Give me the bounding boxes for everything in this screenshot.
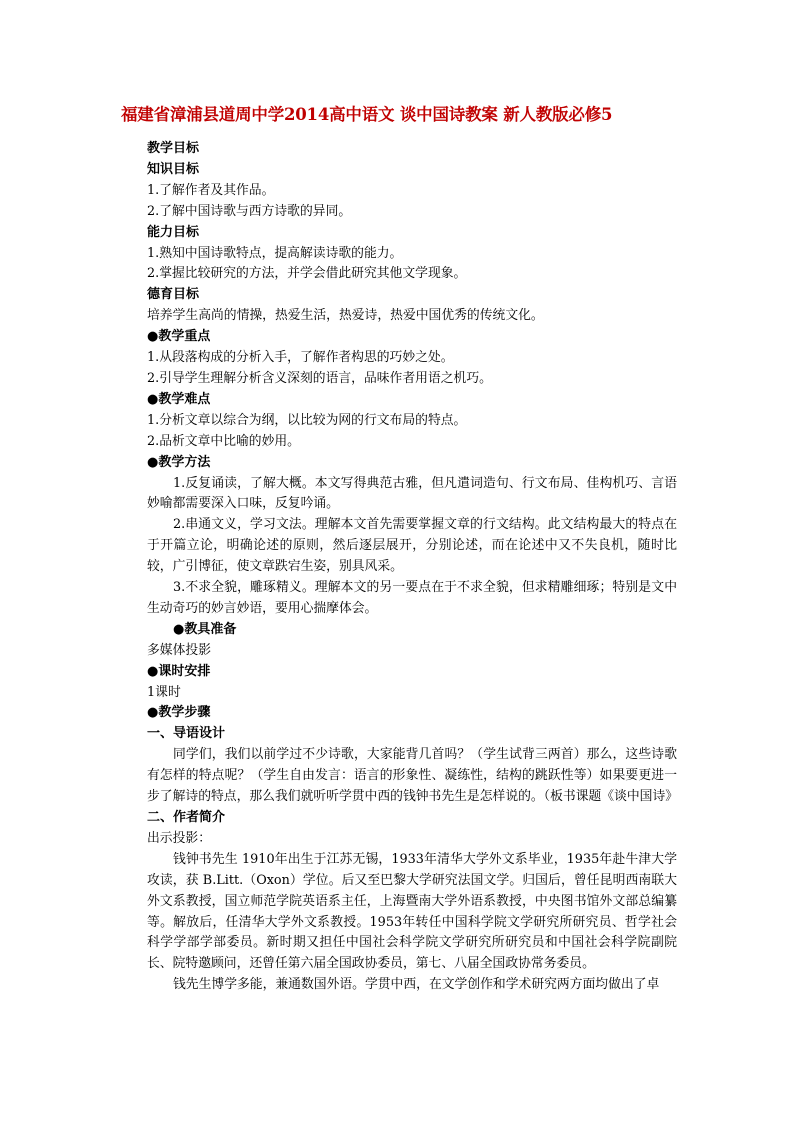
difficulty-1: 1.分析文章以综合为纲，以比较为网的行文布局的特点。 [147,412,467,428]
difficulty-2: 2.品析文章中比喻的妙用。 [147,433,300,449]
moral-item-1: 培养学生高尚的情操，热爱生活，热爱诗，热爱中国优秀的传统文化。 [147,308,544,324]
heading-key-points: ●教学重点 [147,329,211,345]
intro-paragraph: 同学们，我们以前学过不少诗歌，大家能背几首吗？（学生试背三两首）那么，这些诗歌有怎样的特点呢？（学生自由发言：语言的形象性、凝练性，结构的跳跃性等）如果要更进一步了解诗的特点，那么我们就听听学贯中西的钱钟书先生是怎样说的。（板书课题《谈中国诗》 [147,747,679,805]
ability-item-1: 1.熟知中国诗歌特点，提高解读诗歌的能力。 [147,245,403,261]
heading-moral-goals: 德育目标 [147,287,200,303]
heading-teaching-tools: ●教具准备 [173,621,237,637]
heading-intro-design: 一、导语设计 [147,726,226,742]
heading-author-intro: 二、作者简介 [147,810,226,825]
document-page [121,104,679,996]
heading-ability-goals: 能力目标 [147,224,200,240]
heading-knowledge-goals: 知识目标 [147,161,200,177]
heading-difficulties: ●教学难点 [147,391,211,407]
heading-teaching-goals: 教学目标 [147,141,200,156]
knowledge-item-1: 1.了解作者及其作品。 [147,182,275,198]
show-projection-text: 出示投影： [147,830,211,846]
method-paragraph-1: 1.反复诵读，了解大概。本文写得典范古雅，但凡遣词造句、行文布局、佳构机巧、言语妙喻都需要深入口味，反复吟诵。 [147,475,677,512]
heading-teaching-steps: ●教学步骤 [147,705,211,721]
ability-item-2: 2.掌握比较研究的方法，并学会借此研究其他文学现象。 [147,266,467,282]
teaching-tools-text: 多媒体投影 [147,642,211,658]
knowledge-item-2: 2.了解中国诗歌与西方诗歌的异同。 [147,203,352,219]
key-point-2: 2.引导学生理解分析含义深刻的语言，品味作者用语之机巧。 [147,370,492,386]
author-bio-paragraph-1: 钱钟书先生 1910年出生于江苏无锡，1933年清华大学外文系毕业，1935年赴牛津大学攻读，获 B.Litt.（Oxon）学位。后又至巴黎大学研究法国文学。归国后，曾任昆明西南联大外文系教授，国立师范学院英语系主任，上海暨南大学外语系教授，中央图书馆外文部总编纂等。解放后，任清华大学外文系教授。1953年转任中国科学院文学研究所研究员、哲学社会科学学部学部委员。新时期又担任中国社会科学院文学研究所研究员和中国社会科学院副院长、院特邀顾问，还曾任第六届全国政协委员，第七、八届全国政协常务委员。 [147,851,677,972]
key-point-1: 1.从段落构成的分析入手，了解作者构思的巧妙之处。 [147,350,454,366]
heading-schedule: ●课时安排 [147,663,211,679]
author-bio-paragraph-2: 钱先生博学多能，兼通数国外语。学贯中西，在文学创作和学术研究两方面均做出了卓 [173,977,660,993]
method-paragraph-2: 2.串通文义，学习文法。理解本文首先需要掌握文章的行文结构。此文结构最大的特点在于开篇立论，明确论述的原则，然后逐层展开，分别论述，而在论述中又不失良机，随时比较，广引博征，使文章跌宕生姿，别具风采。 [147,517,677,575]
schedule-text: 1课时 [147,684,181,700]
heading-methods: ●教学方法 [147,454,211,470]
document-title: 福建省漳浦县道周中学2014高中语文 谈中国诗教案 新人教版必修5 [121,105,613,124]
method-paragraph-3: 3.不求全貌，雕琢精义。理解本文的另一要点在于不求全貌，但求精雕细琢；特别是文中生动奇巧的妙言妙语，要用心揣摩体会。 [147,580,677,616]
